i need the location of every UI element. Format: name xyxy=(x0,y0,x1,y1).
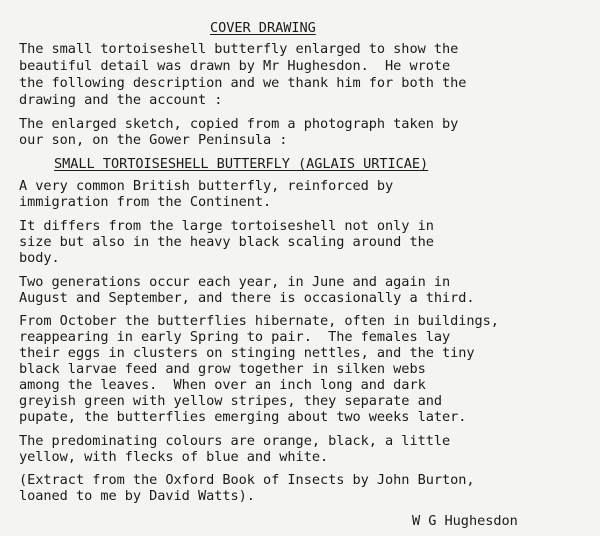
paragraph-line: It differs from the large tortoiseshell not only in xyxy=(19,218,434,234)
paragraph-line: size but also in the heavy black scaling around the xyxy=(19,234,434,250)
sketch-note-line: The enlarged sketch, copied from a photograph taken by xyxy=(19,116,459,132)
paragraph-line: black larvae feed and grow together in silken webs xyxy=(19,361,426,377)
paragraph-line: pupate, the butterflies emerging about two weeks later. xyxy=(19,409,467,425)
intro-line: beautiful detail was drawn by Mr Hughesdon. He wrote xyxy=(19,58,451,74)
paragraph-line: reappearing in early Spring to pair. The females lay xyxy=(19,329,451,345)
sketch-note-line: our son, on the Gower Peninsula : xyxy=(19,132,288,148)
paragraph-line: yellow, with flecks of blue and white. xyxy=(19,449,329,465)
intro-line: the following description and we thank him for both the xyxy=(19,75,467,91)
paragraph-line: A very common British butterfly, reinforced by xyxy=(19,178,394,194)
paragraph-line: greyish green with yellow stripes, they separate and xyxy=(19,393,442,409)
paragraph-line: among the leaves. When over an inch long and dark xyxy=(19,377,426,393)
page-title: COVER DRAWING xyxy=(210,20,316,36)
paragraph-line: loaned to me by David Watts). xyxy=(19,488,255,504)
paragraph-line: Two generations occur each year, in June and again in xyxy=(19,274,451,290)
intro-line: drawing and the account : xyxy=(19,92,223,108)
paragraph-line: immigration from the Continent. xyxy=(19,194,272,210)
paragraph-line: The predominating colours are orange, black, a little xyxy=(19,433,451,449)
signature: W G Hughesdon xyxy=(412,513,518,529)
paragraph-line: (Extract from the Oxford Book of Insects by John Burton, xyxy=(19,472,475,488)
intro-line: The small tortoiseshell butterfly enlarged to show the xyxy=(19,41,459,57)
paragraph-line: body. xyxy=(19,250,60,266)
paragraph-line: August and September, and there is occasionally a third. xyxy=(19,290,475,306)
paragraph-line: From October the butterflies hibernate, often in buildings, xyxy=(19,313,499,329)
paragraph-line: their eggs in clusters on stinging nettles, and the tiny xyxy=(19,345,475,361)
section-subtitle: SMALL TORTOISESHELL BUTTERFLY (AGLAIS URTICAE) xyxy=(54,156,429,172)
